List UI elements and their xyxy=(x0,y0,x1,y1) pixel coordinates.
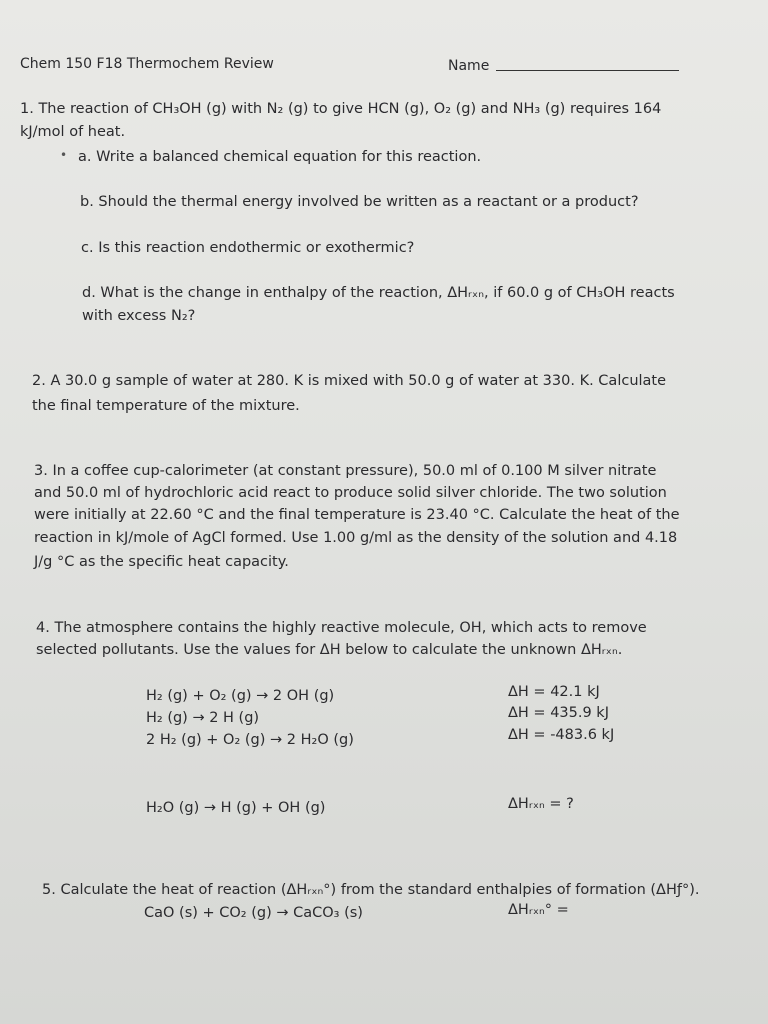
bullet-mark: • xyxy=(60,148,68,162)
q4-enthalpy-2: ΔH = 435.9 kJ xyxy=(508,705,609,721)
name-label: Name xyxy=(448,58,490,74)
q3-text-line1: 3. In a coffee cup-calorimeter (at constant pressure), 50.0 ml of 0.100 M silver nitrate xyxy=(34,463,657,479)
q4-enthalpy-3: ΔH = -483.6 kJ xyxy=(508,727,615,743)
worksheet-title: Chem 150 F18 Thermochem Review xyxy=(20,56,274,72)
q1-part-d-line1: d. What is the change in enthalpy of the reaction, ΔHᵣₓₙ, if 60.0 g of CH₃OH reacts xyxy=(82,285,675,301)
q5-enthalpy: ΔHᵣₓₙ° = xyxy=(508,902,569,918)
q2-text-line1: 2. A 30.0 g sample of water at 280. K is mixed with 50.0 g of water at 330. K. Calculate xyxy=(32,373,667,389)
q3-text-line3: were initially at 22.60 °C and the final temperature is 23.40 °C. Calculate the heat of the xyxy=(34,507,680,523)
q4-equation-3: 2 H₂ (g) + O₂ (g) → 2 H₂O (g) xyxy=(146,732,354,748)
q4-text-line2: selected pollutants. Use the values for ΔH below to calculate the unknown ΔHᵣₓₙ. xyxy=(36,642,623,658)
q1-part-b: b. Should the thermal energy involved be written as a reactant or a product? xyxy=(80,194,639,210)
q1-part-a: a. Write a balanced chemical equation for this reaction. xyxy=(78,149,482,165)
name-field-line xyxy=(496,70,679,71)
q1-text-line1: 1. The reaction of CH₃OH (g) with N₂ (g) to give HCN (g), O₂ (g) and NH₃ (g) requires 164 xyxy=(20,101,662,117)
q4-text-line1: 4. The atmosphere contains the highly reactive molecule, OH, which acts to remove xyxy=(36,620,647,636)
q3-text-line4: reaction in kJ/mole of AgCl formed. Use 1.00 g/ml as the density of the solution and 4.18 xyxy=(34,530,678,546)
q4-enthalpy-1: ΔH = 42.1 kJ xyxy=(508,684,600,700)
q4-target-equation: H₂O (g) → H (g) + OH (g) xyxy=(146,800,326,816)
q3-text-line5: J/g °C as the specific heat capacity. xyxy=(34,554,289,570)
q1-text-line2: kJ/mol of heat. xyxy=(20,124,126,140)
q4-equation-1: H₂ (g) + O₂ (g) → 2 OH (g) xyxy=(146,688,335,704)
q4-target-enthalpy: ΔHᵣₓₙ = ? xyxy=(508,796,574,812)
q2-text-line2: the final temperature of the mixture. xyxy=(32,398,300,414)
q1-part-c: c. Is this reaction endothermic or exothermic? xyxy=(81,240,415,256)
q3-text-line2: and 50.0 ml of hydrochloric acid react to produce solid silver chloride. The two solution xyxy=(34,485,667,501)
q1-part-d-line2: with excess N₂? xyxy=(82,308,196,324)
q5-text-line1: 5. Calculate the heat of reaction (ΔHᵣₓₙ°) from the standard enthalpies of formation (ΔHƒ°). xyxy=(42,882,700,898)
q5-equation: CaO (s) + CO₂ (g) → CaCO₃ (s) xyxy=(144,905,363,921)
q4-equation-2: H₂ (g) → 2 H (g) xyxy=(146,710,260,726)
